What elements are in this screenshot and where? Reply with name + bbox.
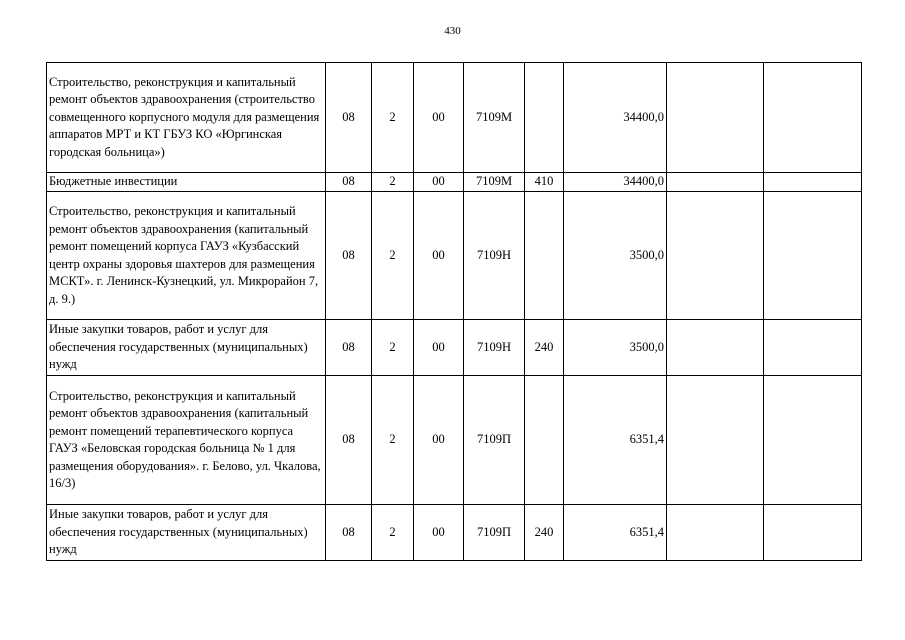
row-col9 bbox=[764, 63, 862, 173]
budget-table bbox=[46, 62, 862, 561]
row-subsection: 2 bbox=[372, 320, 414, 376]
row-col9 bbox=[764, 192, 862, 320]
row-expense-type bbox=[525, 192, 564, 320]
row-section: 08 bbox=[326, 63, 372, 173]
row-expense-type bbox=[525, 63, 564, 173]
row-direction: 7109П bbox=[464, 505, 525, 561]
row-col8 bbox=[667, 173, 764, 192]
row-section: 08 bbox=[326, 376, 372, 505]
row-subsection: 2 bbox=[372, 63, 414, 173]
row-expense-type: 240 bbox=[525, 320, 564, 376]
row-subsection: 2 bbox=[372, 505, 414, 561]
row-direction: 7109М bbox=[464, 63, 525, 173]
row-amount: 3500,0 bbox=[564, 192, 667, 320]
row-col8 bbox=[667, 320, 764, 376]
row-col9 bbox=[764, 320, 862, 376]
row-name: Строительство, реконструкция и капитальный ремонт объектов здравоохранения (капитальный ремонт помещений терапевтического корпуса ГАУЗ «Беловская городская больница № 1 для размещения оборудования». г. Белово, ул. Чкалова, 16/3) bbox=[47, 376, 326, 505]
row-col8 bbox=[667, 376, 764, 505]
row-amount: 6351,4 bbox=[564, 505, 667, 561]
row-section: 08 bbox=[326, 173, 372, 192]
row-subsection: 2 bbox=[372, 173, 414, 192]
table-row bbox=[47, 63, 862, 173]
row-program: 00 bbox=[414, 376, 464, 505]
row-col9 bbox=[764, 505, 862, 561]
row-section: 08 bbox=[326, 320, 372, 376]
row-name: Иные закупки товаров, работ и услуг для обеспечения государственных (муниципальных) нужд bbox=[47, 320, 326, 376]
row-expense-type bbox=[525, 376, 564, 505]
table-row bbox=[47, 320, 862, 376]
table-row bbox=[47, 505, 862, 561]
table-row bbox=[47, 376, 862, 505]
row-program: 00 bbox=[414, 63, 464, 173]
row-expense-type: 410 bbox=[525, 173, 564, 192]
row-col8 bbox=[667, 192, 764, 320]
row-amount: 3500,0 bbox=[564, 320, 667, 376]
row-name: Строительство, реконструкция и капитальный ремонт объектов здравоохранения (строительство совмещенного корпусного модуля для размещения аппаратов МРТ и КТ ГБУЗ КО «Юргинская городская больница») bbox=[47, 63, 326, 173]
row-name: Бюджетные инвестиции bbox=[47, 173, 326, 192]
row-amount: 34400,0 bbox=[564, 63, 667, 173]
row-name: Иные закупки товаров, работ и услуг для обеспечения государственных (муниципальных) нужд bbox=[47, 505, 326, 561]
row-col9 bbox=[764, 376, 862, 505]
row-program: 00 bbox=[414, 320, 464, 376]
row-subsection: 2 bbox=[372, 376, 414, 505]
table-row bbox=[47, 192, 862, 320]
row-name: Строительство, реконструкция и капитальный ремонт объектов здравоохранения (капитальный ремонт помещений корпуса ГАУЗ «Кузбасский центр охраны здоровья шахтеров для размещения МСКТ». г. Ленинск-Кузнецкий, ул. Микрорайон 7, д. 9.) bbox=[47, 192, 326, 320]
row-program: 00 bbox=[414, 505, 464, 561]
row-direction: 7109Н bbox=[464, 192, 525, 320]
row-col8 bbox=[667, 63, 764, 173]
row-section: 08 bbox=[326, 192, 372, 320]
row-program: 00 bbox=[414, 173, 464, 192]
row-expense-type: 240 bbox=[525, 505, 564, 561]
page-number: 430 bbox=[444, 25, 461, 37]
row-col9 bbox=[764, 173, 862, 192]
row-program: 00 bbox=[414, 192, 464, 320]
row-direction: 7109М bbox=[464, 173, 525, 192]
row-col8 bbox=[667, 505, 764, 561]
row-direction: 7109П bbox=[464, 376, 525, 505]
row-amount: 6351,4 bbox=[564, 376, 667, 505]
row-amount: 34400,0 bbox=[564, 173, 667, 192]
row-section: 08 bbox=[326, 505, 372, 561]
row-direction: 7109Н bbox=[464, 320, 525, 376]
table-row bbox=[47, 173, 862, 192]
row-subsection: 2 bbox=[372, 192, 414, 320]
